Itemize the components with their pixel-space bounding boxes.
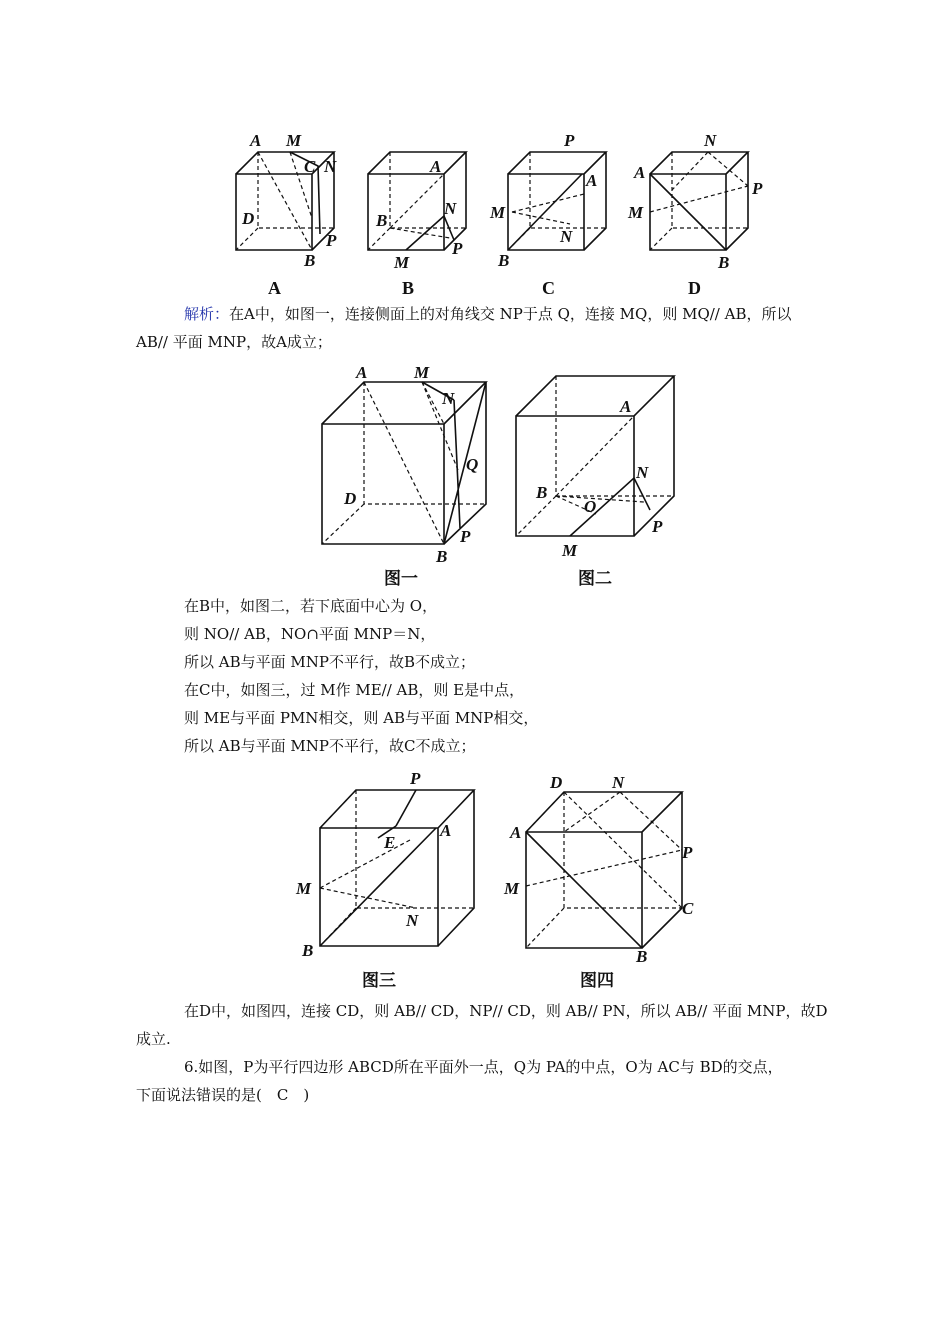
figure-one [318, 362, 498, 590]
vertex-label: M [414, 363, 430, 382]
analysis-line-10: 成立. [136, 1030, 171, 1048]
analysis-line-3: 在B中，如图二，若下底面中心为 O， [184, 597, 438, 615]
vertex-label: B [718, 253, 730, 272]
vertex-label: N [324, 157, 337, 176]
vertex-label: A [440, 821, 452, 840]
vertex-label: P [682, 843, 693, 862]
vertex-label: O [584, 497, 597, 516]
question-6-line-1: 6.如图，P为平行四边形 ABCD所在平面外一点，Q为 PA的中点，O为 AC与 BD的交点， [184, 1058, 783, 1076]
analysis-line-1: 解析：在A中，如图一，连接侧面上的对角线交 NP于点 Q，连接 MQ，则 MQ// AB，所以 [184, 305, 792, 323]
vertex-label: P [752, 179, 763, 198]
vertex-label: A [356, 363, 368, 382]
vertex-label: M [562, 541, 578, 560]
vertex-label: A [586, 171, 598, 190]
analysis-line-8: 所以 AB与平面 MNP不平行，故C不成立； [184, 737, 476, 755]
vertex-label: B [402, 278, 415, 298]
vertex-label: D [242, 209, 255, 228]
vertex-label: A [510, 823, 522, 842]
vertex-label: M [394, 253, 410, 272]
vertex-label: 图一 [384, 569, 418, 589]
vertex-label: P [410, 769, 421, 788]
vertex-label: B [436, 547, 448, 566]
analysis-line-5: 所以 AB与平面 MNP不平行，故B不成立； [184, 653, 475, 671]
vertex-label: N [636, 463, 649, 482]
vertex-label: M [628, 203, 644, 222]
vertex-label: M [296, 879, 312, 898]
vertex-label: E [384, 833, 396, 852]
vertex-label: N [406, 911, 419, 930]
analysis-line-2: AB// 平面 MNP，故A成立； [136, 333, 332, 351]
option-c-figure [490, 128, 614, 298]
vertex-label: M [504, 879, 520, 898]
figure-four [500, 766, 700, 992]
question-6-line-2: 下面说法错误的是( C ) [136, 1086, 310, 1104]
analysis-line-6: 在C中，如图三，过 M作 ME// AB，则 E是中点， [184, 681, 525, 699]
vertex-label: A [430, 157, 442, 176]
vertex-label: P [452, 239, 463, 258]
figure-three [296, 766, 486, 992]
option-d-figure [626, 128, 763, 298]
analysis-line-4: 则 NO// AB，NO∩平面 MNP＝N， [184, 625, 436, 643]
vertex-label: C [304, 157, 316, 176]
vertex-label: N [704, 131, 717, 150]
vertex-label: D [550, 773, 563, 792]
vertex-label: B [376, 211, 388, 230]
option-b-figure [360, 128, 480, 298]
option-a-figure [228, 128, 348, 298]
vertex-label: P [326, 231, 337, 250]
vertex-label: N [560, 227, 573, 246]
vertex-label: A [634, 163, 646, 182]
analysis-line-9: 在D中，如图四，连接 CD，则 AB// CD，NP// CD，则 AB// PN，所以 AB// 平面 MNP，故D [184, 1002, 828, 1020]
label: A [250, 131, 262, 150]
vertex-label: Q [466, 455, 479, 474]
vertex-label: 图三 [362, 971, 396, 991]
vertex-label: B [636, 947, 648, 966]
vertex-label: A [620, 397, 632, 416]
vertex-label: P [460, 527, 471, 546]
vertex-label: C [542, 278, 555, 298]
vertex-label: N [444, 199, 457, 218]
vertex-label: M [286, 131, 302, 150]
option-caption: A [268, 278, 281, 298]
vertex-label: 图二 [578, 569, 612, 589]
vertex-label: P [564, 131, 575, 150]
vertex-label: 图四 [580, 971, 614, 991]
vertex-label: B [498, 251, 510, 270]
vertex-label: N [442, 389, 455, 408]
vertex-label: B [304, 251, 316, 270]
analysis-label: 解析： [184, 305, 230, 323]
vertex-label: B [302, 941, 314, 960]
figure-two [510, 362, 690, 590]
vertex-label: C [682, 899, 694, 918]
vertex-label: M [490, 203, 506, 222]
vertex-label: P [652, 517, 663, 536]
vertex-label: N [612, 773, 625, 792]
vertex-label: B [536, 483, 548, 502]
vertex-label: D [688, 278, 701, 298]
analysis-line-7: 则 ME与平面 PMN相交，则 AB与平面 MNP相交， [184, 709, 539, 727]
vertex-label: D [344, 489, 357, 508]
